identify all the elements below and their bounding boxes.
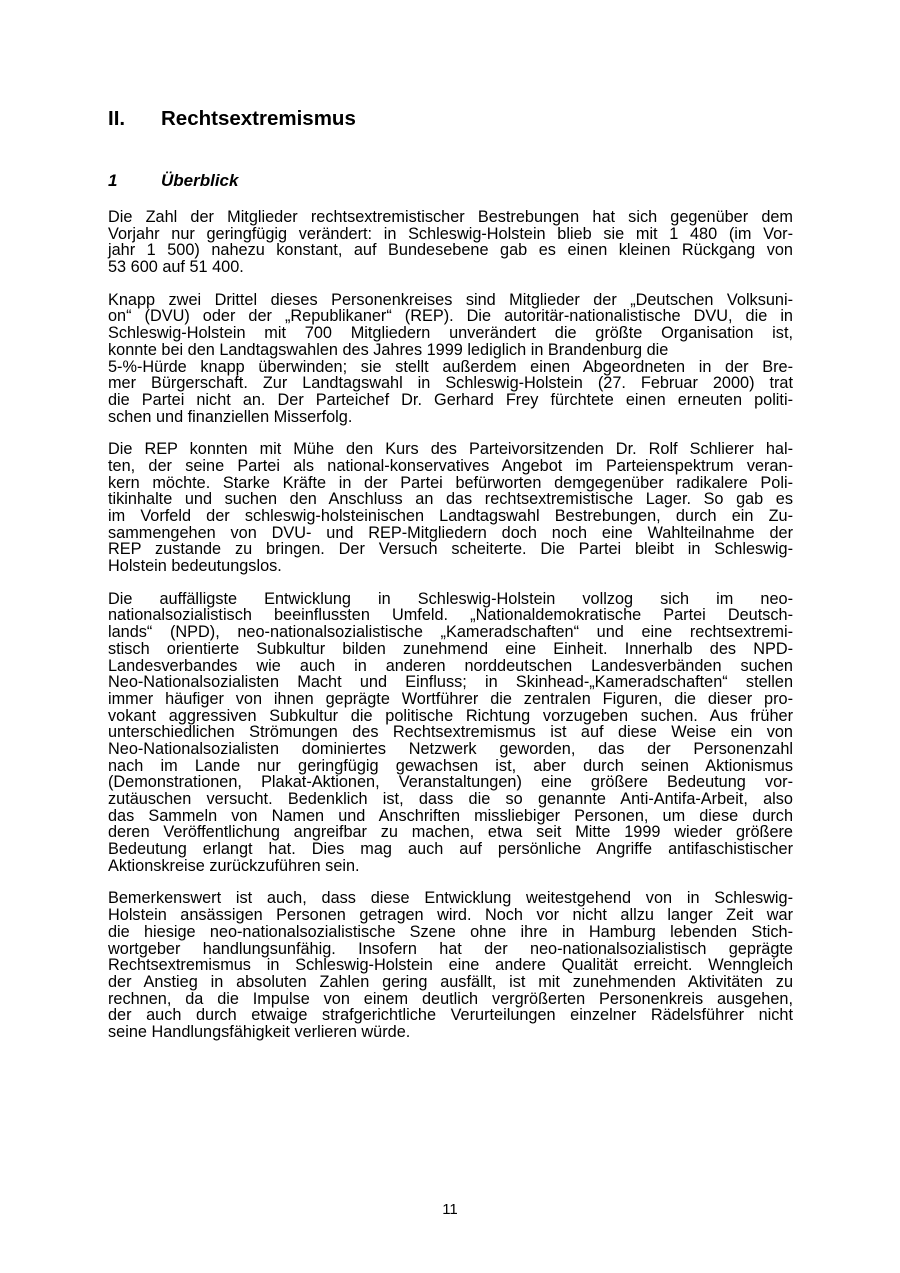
- text-line: immer häufiger von ihnen geprägte Wortführer die zentralen Figuren, die dieser pro-: [108, 689, 793, 708]
- text-line: Holstein bedeutungslos.: [108, 557, 282, 576]
- text-line: die hiesige neo-nationalsozialistische Szene ohne ihre in Hamburg lebenden Stich-: [108, 922, 793, 941]
- text-line: jahr 1 500) nahezu konstant, auf Bundesebene gab es einen kleinen Rückgang von: [108, 241, 793, 260]
- text-line: REP zustande zu bringen. Der Versuch scheiterte. Die Partei bleibt in Schleswig-: [108, 540, 793, 559]
- subsection-title: Überblick: [161, 171, 239, 190]
- page-number: 11: [442, 1201, 458, 1218]
- paragraph: [108, 292, 793, 426]
- text-line: die Partei nicht an. Der Parteichef Dr. Gerhard Frey fürchtete einen erneuten politi-: [108, 390, 793, 409]
- text-line: nach im Lande nur geringfügig gewachsen ist, aber durch seinen Aktionismus: [108, 756, 793, 775]
- section-heading: [108, 106, 356, 132]
- text-line: Rechtsextremismus in Schleswig-Holstein eine andere Qualität erreicht. Wenngleich: [108, 956, 793, 975]
- text-line: deren Veröffentlichung angreifbar zu machen, etwa seit Mitte 1999 wieder größere: [108, 823, 793, 842]
- section-title: Rechtsextremismus: [161, 107, 356, 130]
- text-line: im Vorfeld der schleswig-holsteinischen Landtagswahl Bestrebungen, durch ein Zu-: [108, 507, 793, 525]
- text-line: Vorjahr nur geringfügig verändert: in Schleswig-Holstein blieb sie mit 1 480 (im Vor-: [108, 224, 793, 243]
- text-line: Schleswig-Holstein mit 700 Mitgliedern unverändert die größte Organisation ist,: [108, 324, 793, 343]
- paragraph: [108, 591, 793, 875]
- text-line: kern möchte. Starke Kräfte in der Partei befürworten demgegenüber radikalere Poli-: [108, 473, 793, 492]
- text-line: seine Handlungsfähigkeit verlieren würde.: [108, 1022, 411, 1041]
- text-line: vokant aggressiven Subkultur die politische Richtung vorzugeben suchen. Aus früher: [108, 706, 793, 725]
- text-line: Aktionskreise zurückzuführen sein.: [108, 856, 360, 875]
- text-line: nationalsozialistisch beeinflussten Umfeld. „Nationaldemokratische Partei Deutsch-: [108, 606, 793, 625]
- text-line: 5-%-Hürde knapp überwinden; sie stellt außerdem einen Abgeordneten in der Bre-: [108, 357, 793, 376]
- text-line: ten, der seine Partei als national-konservatives Angebot im Parteienspektrum veran-: [108, 456, 793, 475]
- text-line: 53 600 auf 51 400.: [108, 258, 244, 277]
- paragraph: [108, 441, 793, 575]
- text-line: schen und finanziellen Misserfolg.: [108, 407, 353, 426]
- text-line: sammengehen von DVU- und REP-Mitgliedern doch noch eine Wahlteilnahme der: [108, 523, 793, 542]
- text-line: Neo-Nationalsozialisten Macht und Einfluss; in Skinhead-„Kameradschaften“ stellen: [108, 673, 793, 692]
- subsection-number: 1: [108, 171, 118, 190]
- text-line: Die Zahl der Mitglieder rechtsextremistischer Bestrebungen hat sich gegenüber dem: [108, 208, 793, 226]
- paragraph: [108, 890, 793, 1040]
- text-line: zutäuschen versucht. Bedenklich ist, dass die so genannte Anti-Antifa-Arbeit, also: [108, 790, 793, 808]
- text-line: Bedeutung erlangt hat. Dies mag auch auf persönliche Angriffe antifaschistischer: [108, 840, 793, 859]
- text-line: Landesverbandes wie auch in anderen norddeutschen Landesverbänden suchen: [108, 656, 793, 675]
- subsection-heading: [108, 170, 238, 192]
- text-line: Bemerkenswert ist auch, dass diese Entwicklung weitestgehend von in Schleswig-: [108, 889, 793, 908]
- text-line: der auch durch etwaige strafgerichtliche Verurteilungen einzelner Rädelsführer nicht: [108, 1006, 793, 1025]
- paragraph: [108, 209, 793, 276]
- text-line: rechnen, da die Impulse von einem deutlich vergrößerten Personenkreis ausgehen,: [108, 989, 793, 1008]
- text-line: Die auffälligste Entwicklung in Schleswig-Holstein vollzog sich im neo-: [108, 589, 793, 608]
- text-line: (Demonstrationen, Plakat-Aktionen, Veranstaltungen) eine größere Bedeutung vor-: [108, 773, 793, 792]
- text-line: konnte bei den Landtagswahlen des Jahres 1999 lediglich in Brandenburg die: [108, 340, 669, 359]
- section-number: II.: [108, 107, 126, 130]
- body-text: [108, 209, 793, 1057]
- text-line: mer Bürgerschaft. Zur Landtagswahl in Schleswig-Holstein (27. Februar 2000) trat: [108, 374, 793, 393]
- text-line: tikinhalte und suchen den Anschluss an das rechtsextremistische Lager. So gab es: [108, 490, 793, 509]
- text-line: on“ (DVU) oder der „Republikaner“ (REP). Die autoritär-nationalistische DVU, die in: [108, 307, 793, 326]
- text-line: lands“ (NPD), neo-nationalsozialistische „Kameradschaften“ und eine rechtsextremi-: [108, 623, 793, 642]
- text-line: stisch orientierte Subkultur bilden zunehmend eine Einheit. Innerhalb des NPD-: [108, 639, 793, 658]
- text-line: wortgeber handlungsunfähig. Insofern hat der neo-nationalsozialistisch geprägte: [108, 939, 793, 958]
- text-line: unterschiedlichen Strömungen des Rechtsextremismus ist auf diese Weise ein von: [108, 723, 793, 742]
- text-line: Neo-Nationalsozialisten dominiertes Netzwerk geworden, das der Personenzahl: [108, 739, 793, 758]
- text-line: Die REP konnten mit Mühe den Kurs des Parteivorsitzenden Dr. Rolf Schlierer hal-: [108, 440, 793, 459]
- text-line: Holstein ansässigen Personen getragen wird. Noch vor nicht allzu langer Zeit war: [108, 906, 793, 925]
- text-line: der Anstieg in absoluten Zahlen gering ausfällt, ist mit zunehmenden Aktivitäten zu: [108, 972, 793, 991]
- text-line: Knapp zwei Drittel dieses Personenkreises sind Mitglieder der „Deutschen Volksuni-: [108, 290, 793, 309]
- text-line: das Sammeln von Namen und Anschriften missliebiger Personen, um diese durch: [108, 806, 793, 825]
